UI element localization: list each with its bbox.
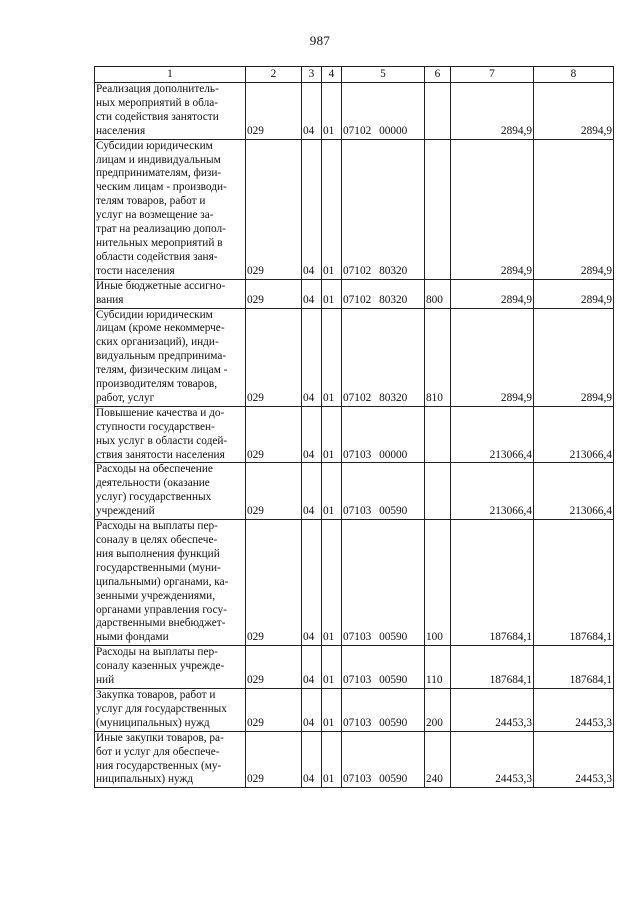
row-name-line: услуг на возмещение за-: [96, 209, 214, 222]
header-cell-7: 7: [451, 67, 534, 83]
row-name-line: ния выполнения функций: [96, 547, 220, 560]
target-article-cell: 07103 00000: [342, 406, 425, 463]
expense-type-cell: [425, 406, 451, 463]
row-name-cell: [95, 520, 246, 646]
row-name-line: соналу в целях обеспече-: [96, 534, 218, 546]
target-article-cell: 07102 80320: [342, 279, 425, 308]
row-name-line: соналу казенных учрежде-: [96, 660, 225, 673]
target-article-cell: 07103 00590: [342, 731, 425, 788]
row-name-line: деятельности (оказание: [96, 477, 210, 490]
expense-type-cell: 800: [425, 279, 451, 308]
row-name-cell: [95, 308, 246, 406]
target-article-cell: 07103 00590: [342, 688, 425, 731]
row-name-line: ными фондами: [96, 631, 169, 644]
amount-col7-cell: 24453,3: [451, 731, 534, 788]
amount-col7-cell: 213066,4: [451, 463, 534, 520]
section-code-cell: 04: [302, 463, 322, 520]
admin-code-cell: 029: [246, 139, 302, 279]
row-name-line: видуальным предпринима-: [96, 350, 227, 363]
row-name-line: телям, физическим лицам -: [96, 364, 228, 377]
section-code-cell: 04: [302, 308, 322, 406]
expense-type-cell: 240: [425, 731, 451, 788]
row-name-line: услуг) государственных: [96, 491, 212, 504]
amount-col8-cell: 187684,1: [534, 520, 614, 646]
header-cell-1: 1: [95, 67, 246, 83]
expense-type-cell: 200: [425, 688, 451, 731]
target-article-cell: 07102 80320: [342, 139, 425, 279]
subsection-code-cell: 01: [322, 139, 342, 279]
target-article-cell: 07103 00590: [342, 463, 425, 520]
row-name-line: ных услуг в области содей-: [96, 434, 228, 447]
admin-code-cell: 029: [246, 520, 302, 646]
admin-code-cell: 029: [246, 731, 302, 788]
page-number: 987: [309, 33, 331, 48]
budget-table: [94, 66, 614, 788]
section-code-cell: 04: [302, 688, 322, 731]
amount-col8-cell: 2894,9: [534, 308, 614, 406]
amount-col8-cell: 187684,1: [534, 646, 614, 689]
row-name-line: вания: [96, 293, 124, 306]
target-article-cell: 07102 00000: [342, 83, 425, 140]
row-name-line: лицам и индивидуальным: [96, 153, 221, 166]
row-name-cell: [95, 406, 246, 463]
amount-col7-cell: 2894,9: [451, 83, 534, 140]
expense-type-cell: [425, 139, 451, 279]
row-name-line: зенными учреждениями,: [96, 589, 216, 602]
table-row: [95, 646, 614, 689]
section-code-cell: 04: [302, 520, 322, 646]
table-row: [95, 463, 614, 520]
row-name-cell: [95, 463, 246, 520]
row-name-line: работ, услуг: [96, 391, 155, 404]
row-name-line: тости населения: [96, 264, 175, 277]
amount-col7-cell: 187684,1: [451, 646, 534, 689]
row-name-line: (муниципальных) нужд: [96, 716, 210, 729]
section-code-cell: 04: [302, 139, 322, 279]
subsection-code-cell: 01: [322, 731, 342, 788]
amount-col7-cell: 24453,3: [451, 688, 534, 731]
header-cell-6: 6: [425, 67, 451, 83]
subsection-code-cell: 01: [322, 463, 342, 520]
row-name-line: Субсидии юридическим: [96, 139, 213, 152]
row-name-line: Закупка товаров, работ и: [96, 688, 216, 701]
row-name-line: дарственными внебюджет-: [96, 617, 226, 630]
admin-code-cell: 029: [246, 406, 302, 463]
row-name-cell: [95, 688, 246, 731]
admin-code-cell: 029: [246, 279, 302, 308]
expense-type-cell: 100: [425, 520, 451, 646]
table-row: [95, 83, 614, 140]
target-article-cell: 07103 00590: [342, 520, 425, 646]
row-name-line: ных мероприятий в обла-: [96, 96, 219, 109]
admin-code-cell: 029: [246, 646, 302, 689]
subsection-code-cell: 01: [322, 688, 342, 731]
row-name-line: области содействия заня-: [96, 250, 218, 263]
row-name-line: ческим лицам - производи-: [96, 181, 227, 194]
amount-col7-cell: 187684,1: [451, 520, 534, 646]
row-name-line: Субсидии юридическим: [96, 308, 213, 321]
section-code-cell: 04: [302, 731, 322, 788]
row-name-cell: [95, 279, 246, 308]
section-code-cell: 04: [302, 279, 322, 308]
row-name-line: Расходы на выплаты пер-: [96, 646, 218, 659]
row-name-line: ствия занятости населения: [96, 448, 225, 461]
row-name-line: ципальными) органами, ка-: [96, 575, 229, 588]
row-name-cell: [95, 139, 246, 279]
row-name-line: Повышение качества и до-: [96, 406, 225, 419]
admin-code-cell: 029: [246, 83, 302, 140]
subsection-code-cell: 01: [322, 308, 342, 406]
amount-col7-cell: 2894,9: [451, 139, 534, 279]
amount-col8-cell: 24453,3: [534, 731, 614, 788]
amount-col7-cell: 2894,9: [451, 308, 534, 406]
row-name-line: сти содействия занятости: [96, 110, 219, 123]
header-cell-8: 8: [534, 67, 614, 83]
row-name-line: ниципальных) нужд: [96, 773, 194, 786]
row-name-line: органами управления госу-: [96, 603, 227, 616]
row-name-line: телям товаров, работ и: [96, 195, 206, 208]
expense-type-cell: [425, 463, 451, 520]
expense-type-cell: 810: [425, 308, 451, 406]
table-header-row: [95, 67, 614, 83]
row-name-line: услуг для государственных: [96, 702, 227, 715]
row-name-line: населения: [96, 124, 146, 137]
row-name-line: лицам (кроме некоммерче-: [96, 322, 225, 335]
row-name-line: ских организаций), инди-: [96, 336, 219, 349]
subsection-code-cell: 01: [322, 406, 342, 463]
row-name-cell: [95, 731, 246, 788]
target-article-cell: 07102 80320: [342, 308, 425, 406]
section-code-cell: 04: [302, 646, 322, 689]
row-name-line: Расходы на выплаты пер-: [96, 520, 218, 533]
row-name-line: нительных мероприятий в: [96, 236, 223, 249]
row-name-line: Реализация дополнитель-: [96, 83, 219, 95]
amount-col7-cell: 2894,9: [451, 279, 534, 308]
row-name-line: бот и услуг для обеспече-: [96, 745, 220, 758]
row-name-line: производителям товаров,: [96, 378, 218, 391]
table-row: [95, 406, 614, 463]
admin-code-cell: 029: [246, 308, 302, 406]
amount-col8-cell: 213066,4: [534, 406, 614, 463]
amount-col8-cell: 2894,9: [534, 279, 614, 308]
expense-type-cell: [425, 83, 451, 140]
row-name-line: ступности государствен-: [96, 420, 215, 433]
table-row: [95, 520, 614, 646]
table-row: [95, 279, 614, 308]
row-name-line: трат на реализацию допол-: [96, 223, 226, 236]
header-cell-3: 3: [302, 67, 322, 83]
row-name-line: государственными (муни-: [96, 561, 221, 574]
section-code-cell: 04: [302, 406, 322, 463]
table-row: [95, 308, 614, 406]
row-name-line: учреждений: [96, 505, 155, 518]
row-name-line: Иные бюджетные ассигно-: [96, 279, 226, 292]
table-row: [95, 688, 614, 731]
subsection-code-cell: 01: [322, 83, 342, 140]
target-article-cell: 07103 00590: [342, 646, 425, 689]
amount-col8-cell: 2894,9: [534, 83, 614, 140]
admin-code-cell: 029: [246, 463, 302, 520]
admin-code-cell: 029: [246, 688, 302, 731]
subsection-code-cell: 01: [322, 646, 342, 689]
subsection-code-cell: 01: [322, 520, 342, 646]
row-name-line: Иные закупки товаров, ра-: [96, 731, 224, 744]
amount-col8-cell: 213066,4: [534, 463, 614, 520]
expense-type-cell: 110: [425, 646, 451, 689]
header-cell-4: 4: [322, 67, 342, 83]
row-name-cell: [95, 83, 246, 140]
subsection-code-cell: 01: [322, 279, 342, 308]
header-cell-2: 2: [246, 67, 302, 83]
row-name-line: предпринимателям, физи-: [96, 167, 222, 180]
table-row: [95, 731, 614, 788]
row-name-line: ний: [96, 674, 115, 687]
row-name-line: Расходы на обеспечение: [96, 463, 213, 476]
header-cell-5: 5: [342, 67, 425, 83]
amount-col7-cell: 213066,4: [451, 406, 534, 463]
section-code-cell: 04: [302, 83, 322, 140]
row-name-cell: [95, 646, 246, 689]
table-row: [95, 139, 614, 279]
amount-col8-cell: 24453,3: [534, 688, 614, 731]
amount-col8-cell: 2894,9: [534, 139, 614, 279]
row-name-line: ния государственных (му-: [96, 759, 222, 772]
